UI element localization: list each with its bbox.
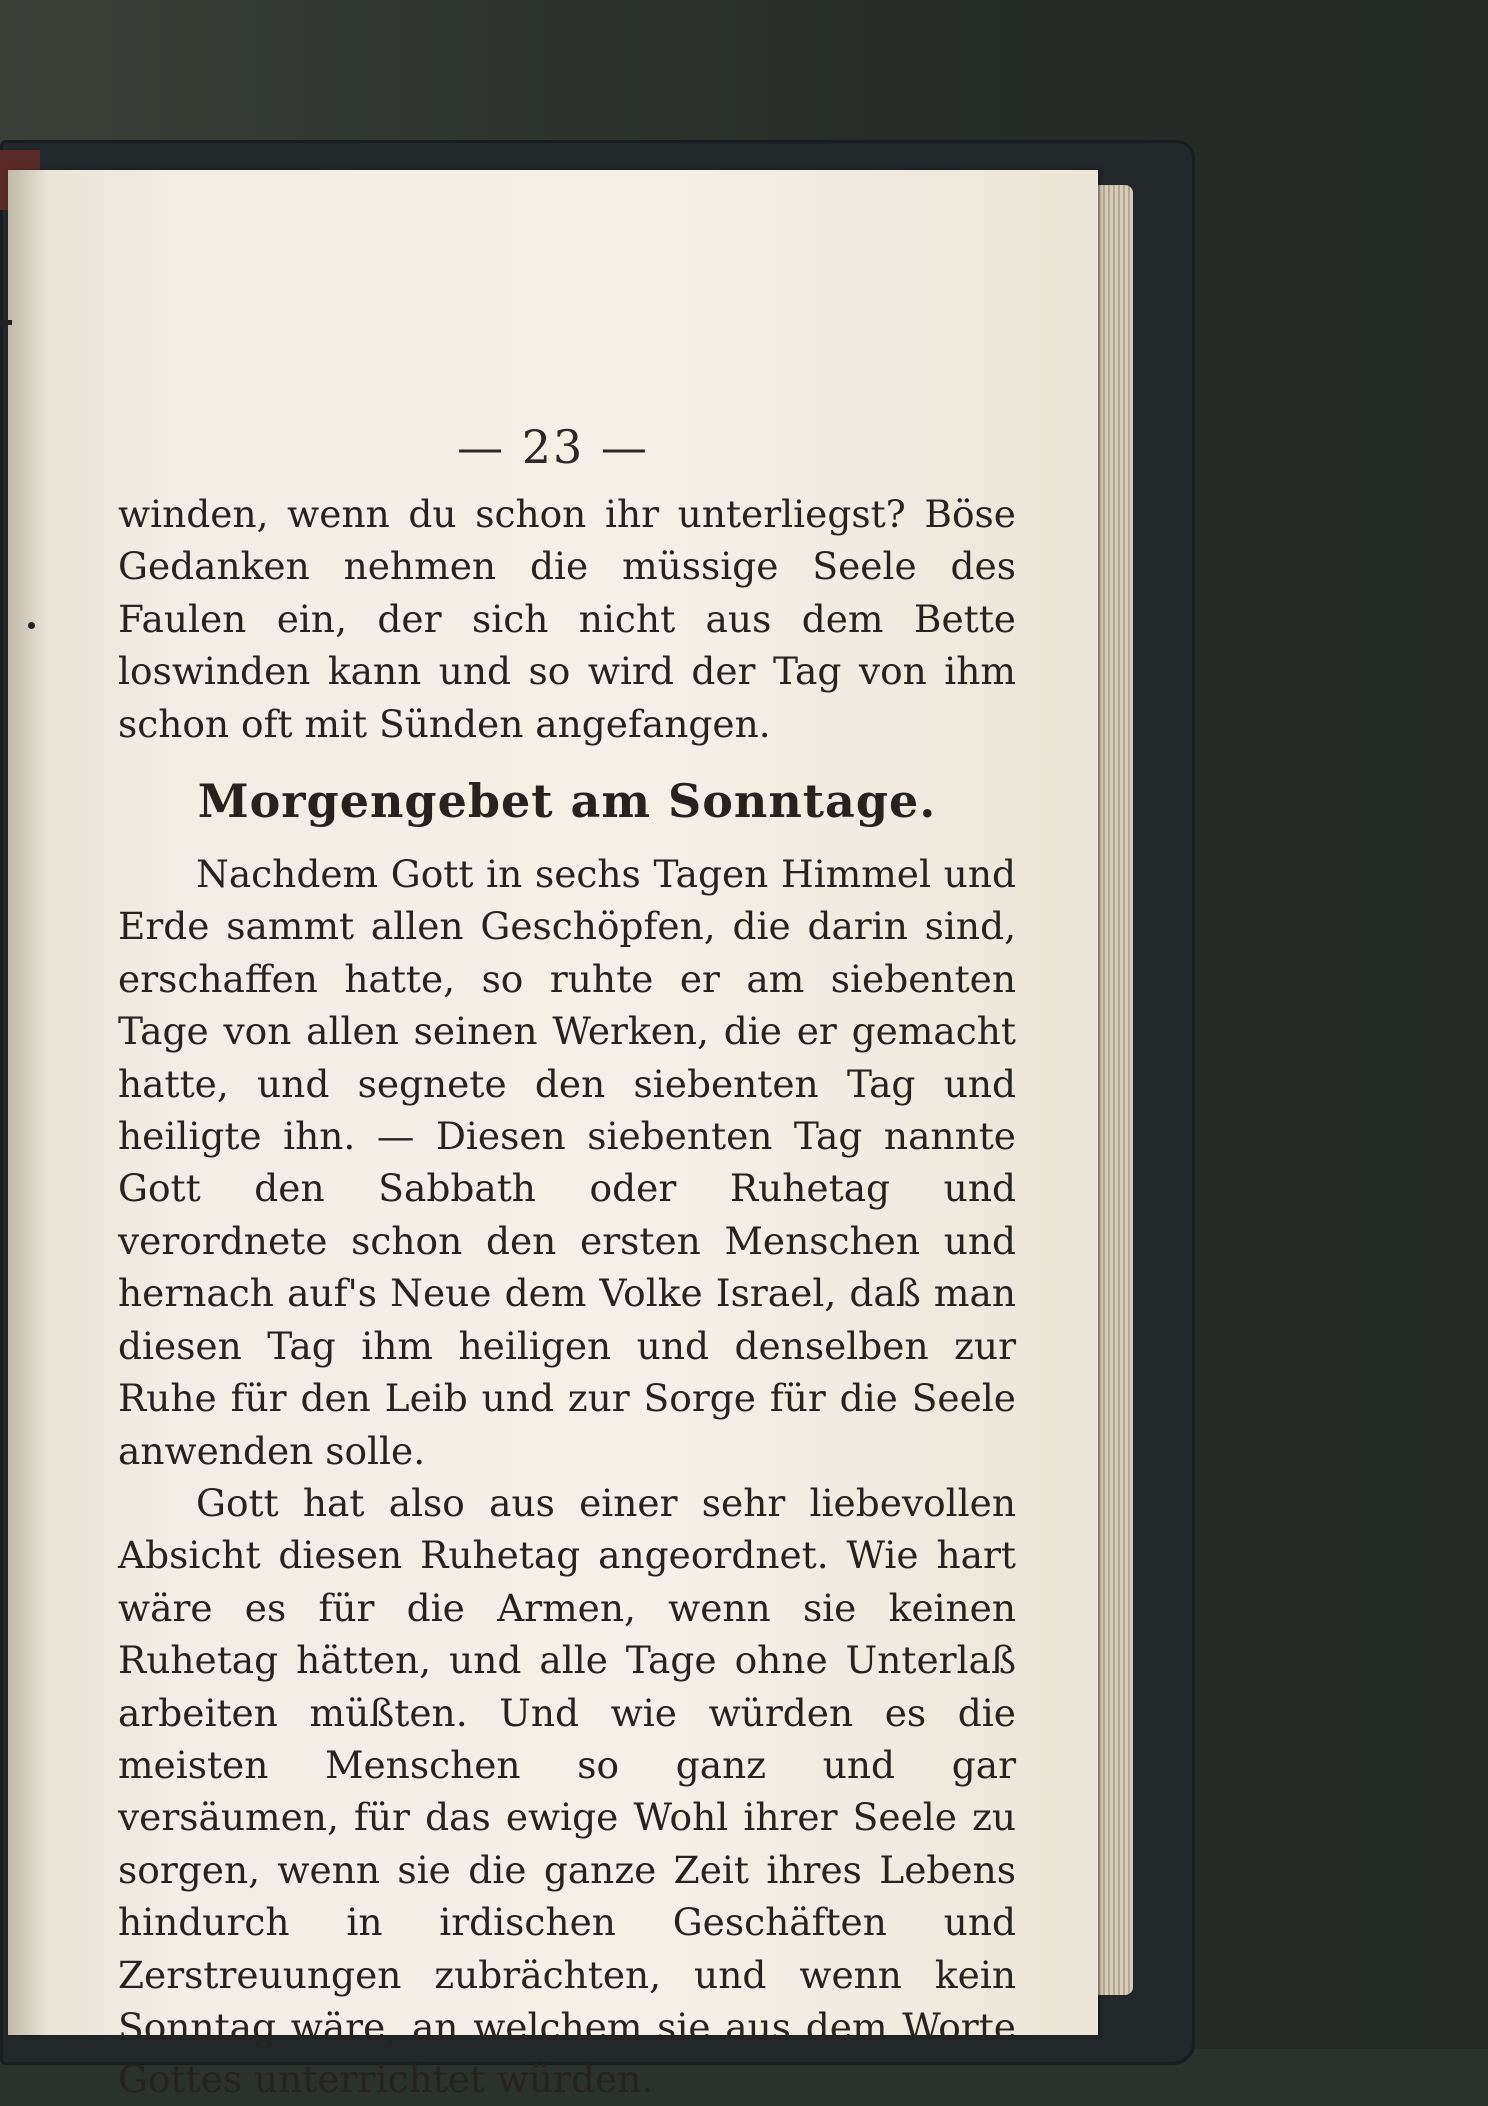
paragraph: Nachdem Gott in sechs Tagen Himmel und Erde sammt allen Geschöpfen, die darin sind, erschaffen hatte, so ruhte er am siebenten Tage von allen seinen Werken, die er gemacht hatte, und segnete den siebenten Tag und heiligte ihn. — Diesen siebenten Tag nannte Gott den Sabbath oder Ruhetag und verordnete schon den ersten Menschen und hernach auf's Neue dem Volke Israel, daß man diesen Tag ihm heiligen und denselben zur Ruhe für den Leib und zur Sorge für die Seele anwenden solle. (118, 852, 1016, 1473)
paragraph: Gott hat also aus einer sehr liebevollen Absicht diesen Ruhetag angeordnet. Wie hart wäre es für die Armen, wenn sie keinen Ruhetag hätten, und alle Tage ohne Unterlaß arbeiten müßten. Und wie würden es die meisten Menschen so ganz und gar versäumen, für das ewige Wohl ihrer Seele zu sorgen, wenn sie die ganze Zeit ihres Lebens hindurch in irdischen Geschäften und Zerstreuungen zubrächten, und wenn kein Sonntag wäre, an welchem sie aus dem Worte Gottes unterrichtet würden. (118, 1480, 1016, 2102)
gutter-shadow (8, 170, 48, 2035)
paragraph-continuation: winden, wenn du schon ihr unterliegst? Böse Gedanken nehmen die müssige Seele des Faulen ein, der sich nicht aus dem Bette loswinden kann und so wird der Tag von ihm schon oft mit Sünden angefangen. (118, 492, 1016, 746)
margin-dot (28, 622, 35, 629)
margin-mark (0, 320, 12, 325)
book-page (8, 170, 1098, 2102)
section-heading: Morgengebet am Sonntage. (197, 774, 937, 829)
page-number: — 23 — (457, 420, 649, 474)
text-block (118, 488, 1016, 2106)
